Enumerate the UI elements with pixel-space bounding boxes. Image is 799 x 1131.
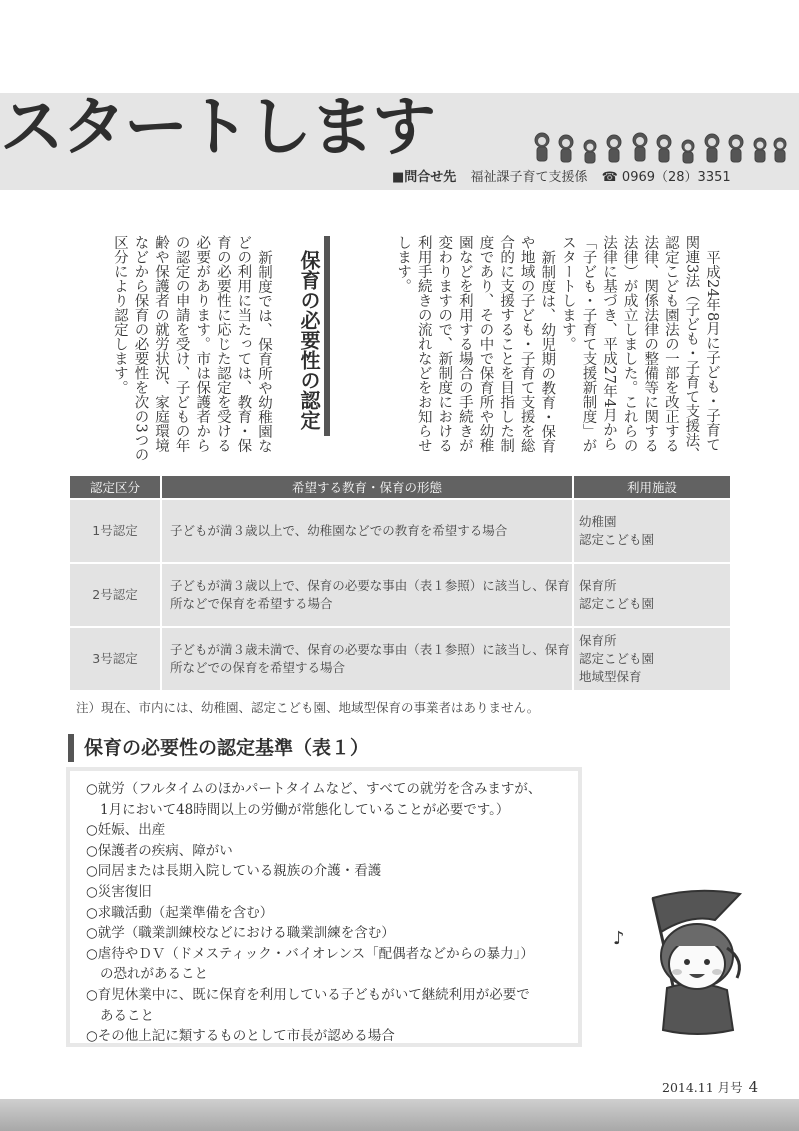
criteria-item: ○同居または長期入院している親族の介護・看護 bbox=[86, 863, 382, 880]
criteria-item: あること bbox=[100, 1007, 154, 1024]
table-header: 利用施設 bbox=[573, 475, 731, 499]
cert-category: 3号認定 bbox=[69, 627, 161, 691]
intro-paragraph: 新制度は、幼児期の教育・保育や地域の子ども・子育て支援を総合的に支援することを目指した制度であり、その中で保育所や幼稚園などを利用する場合の手続きが変わりますので、新制度における利用手続きの流れなどをお知らせします。 bbox=[395, 235, 556, 453]
facility: 地域型保育 bbox=[579, 669, 642, 684]
facility: 保育所 bbox=[579, 633, 617, 648]
criteria-item: ○その他上記に類するものとして市長が認める場合 bbox=[86, 1028, 395, 1045]
facility: 幼稚園 bbox=[579, 514, 617, 529]
cert-facilities bbox=[573, 499, 731, 563]
issue-label: 2014.11 月号 bbox=[662, 1080, 743, 1095]
criteria-item: ○育児休業中に、既に保育を利用している子どもがいて継続利用が必要で bbox=[86, 986, 530, 1003]
criteria-box bbox=[66, 767, 582, 1047]
necessity-paragraph: 新制度では、保育所や幼稚園などの利用に当たっては、教育・保育の必要性に応じた認定を受ける必要があります。市は保護者からの認定の申請を受け、子どもの年齢や保護者の就労状況、家庭環境などから保育の必要性を次の3つの区分により認定します。 bbox=[111, 235, 272, 462]
page-footer bbox=[662, 1078, 758, 1096]
cert-form: 子どもが満３歳以上で、幼稚園などでの教育を希望する場合 bbox=[161, 499, 573, 563]
footer-band bbox=[0, 1099, 799, 1131]
contact-info bbox=[392, 166, 731, 185]
page-title: スタートします bbox=[0, 91, 434, 165]
cert-facilities bbox=[573, 563, 731, 627]
intro-paragraph: 平成24年8月に子ども・子育て関連3法（子ども・子育て支援法、認定こども園法の一部を改正する法律、関係法律の整備等に関する法律）が成立しました。これらの法律に基づき、平成27年4月から「子ども・子育て支援新制度」がスタートします。 bbox=[559, 235, 720, 462]
criteria-item: ○虐待やＤＶ（ドメスティック・バイオレンス「配偶者などからの暴力」） bbox=[86, 945, 534, 962]
criteria-heading: 保育の必要性の認定基準（表１） bbox=[68, 734, 369, 762]
table-header: 認定区分 bbox=[69, 475, 161, 499]
svg-text:♪: ♪ bbox=[613, 928, 625, 949]
phone-number: ☎ 0969（28）3351 bbox=[601, 170, 731, 185]
table-row bbox=[69, 627, 731, 691]
criteria-list bbox=[70, 771, 578, 1043]
necessity-text bbox=[86, 235, 274, 465]
certification-table bbox=[68, 474, 732, 692]
cert-form: 子どもが満３歳未満で、保育の必要な事由（表１参照）に該当し、保育所などでの保育を希望する場合 bbox=[161, 627, 573, 691]
criteria-item: 1月において48時間以上の労働が常態化していることが必要です。） bbox=[100, 801, 510, 818]
table-row bbox=[69, 563, 731, 627]
cert-form: 子どもが満３歳以上で、保育の必要な事由（表１参照）に該当し、保育所などで保育を希望する場合 bbox=[161, 563, 573, 627]
contact-label: ■問合せ先 bbox=[392, 170, 457, 185]
table-header-row bbox=[69, 475, 731, 499]
children-illustration bbox=[528, 128, 790, 168]
intro-text bbox=[380, 235, 722, 465]
cert-facilities bbox=[573, 627, 731, 691]
table-header: 希望する教育・保育の形態 bbox=[161, 475, 573, 499]
cert-category: 1号認定 bbox=[69, 499, 161, 563]
criteria-item: ○保護者の疾病、障がい bbox=[86, 842, 233, 859]
criteria-item: ○就労（フルタイムのほかパートタイムなど、すべての就労を含みますが、 bbox=[86, 781, 542, 797]
facility: 保育所 bbox=[579, 578, 617, 593]
facility: 認定こども園 bbox=[579, 651, 655, 666]
criteria-item: ○災害復旧 bbox=[86, 883, 152, 900]
criteria-item: ○求職活動（起業準備を含む） bbox=[86, 904, 274, 921]
table-row bbox=[69, 499, 731, 563]
facility: 認定こども園 bbox=[579, 532, 655, 547]
page-number: 4 bbox=[748, 1078, 759, 1096]
department-name: 福祉課子育て支援係 bbox=[470, 170, 588, 185]
facility: 認定こども園 bbox=[579, 596, 655, 611]
criteria-item: の恐れがあること bbox=[100, 966, 208, 983]
girl-with-flag-illustration bbox=[605, 880, 765, 1040]
criteria-item: ○就学（職業訓練校などにおける職業訓練を含む） bbox=[86, 925, 395, 942]
criteria-item: ○妊娠、出産 bbox=[86, 822, 166, 839]
table-note: 注）現在、市内には、幼稚園、認定こども園、地域型保育の事業者はありません。 bbox=[76, 700, 540, 715]
cert-category: 2号認定 bbox=[69, 563, 161, 627]
necessity-heading: 保育の必要性の認定 bbox=[296, 236, 330, 436]
